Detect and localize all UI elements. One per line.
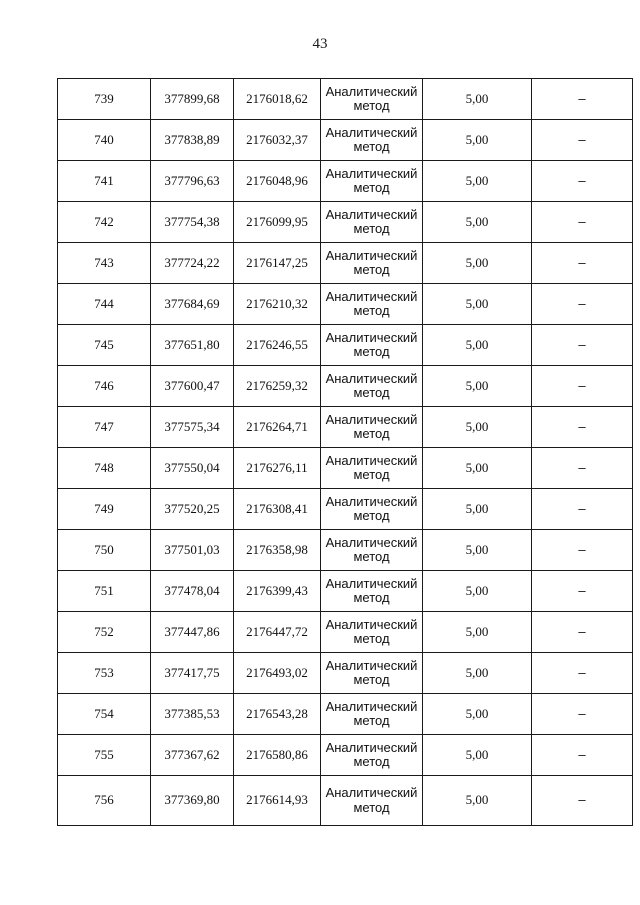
y-coordinate-cell: 2176210,32: [234, 284, 321, 325]
point-number-cell: 750: [58, 530, 151, 571]
empty-value-cell: –: [532, 612, 633, 653]
y-coordinate-cell: 2176614,93: [234, 776, 321, 826]
x-coordinate-cell: 377369,80: [151, 776, 234, 826]
empty-value-cell: –: [532, 448, 633, 489]
accuracy-cell: 5,00: [423, 243, 532, 284]
empty-value-cell: –: [532, 653, 633, 694]
method-text-line: метод: [353, 799, 390, 815]
table-row: [58, 776, 633, 826]
method-text-line: метод: [353, 139, 390, 154]
y-coordinate-cell: 2176018,62: [234, 79, 321, 120]
point-number-cell: 740: [58, 120, 151, 161]
y-coordinate-cell: 2176276,11: [234, 448, 321, 489]
method-text-line: Аналитический: [325, 452, 418, 468]
x-coordinate-cell: 377600,47: [151, 366, 234, 407]
method-cell: [321, 653, 423, 694]
method-text-line: метод: [353, 631, 390, 646]
method-text-line: Аналитический: [325, 411, 418, 427]
x-coordinate-cell: 377520,25: [151, 489, 234, 530]
x-coordinate-cell: 377796,63: [151, 161, 234, 202]
point-number-cell: 739: [58, 79, 151, 120]
method-text-line: метод: [353, 98, 390, 113]
table-row: [58, 366, 633, 407]
table-row: [58, 694, 633, 735]
method-text-line: метод: [353, 754, 390, 769]
accuracy-cell: 5,00: [423, 325, 532, 366]
method-text-line: Аналитический: [325, 575, 418, 591]
method-cell: [321, 612, 423, 653]
empty-value-cell: –: [532, 284, 633, 325]
point-number-cell: 746: [58, 366, 151, 407]
method-text-line: Аналитический: [325, 83, 418, 99]
y-coordinate-cell: 2176246,55: [234, 325, 321, 366]
y-coordinate-cell: 2176308,41: [234, 489, 321, 530]
accuracy-cell: 5,00: [423, 489, 532, 530]
y-coordinate-cell: 2176099,95: [234, 202, 321, 243]
accuracy-cell: 5,00: [423, 571, 532, 612]
accuracy-cell: 5,00: [423, 653, 532, 694]
empty-value-cell: –: [532, 735, 633, 776]
method-cell: [321, 120, 423, 161]
method-cell: [321, 79, 423, 120]
method-text-line: метод: [353, 672, 390, 687]
method-text-line: Аналитический: [325, 329, 418, 345]
method-text-line: метод: [353, 590, 390, 605]
y-coordinate-cell: 2176048,96: [234, 161, 321, 202]
method-cell: [321, 776, 423, 826]
page-number: 43: [312, 36, 328, 52]
method-text-line: Аналитический: [325, 698, 418, 714]
method-text-line: метод: [353, 344, 390, 359]
x-coordinate-cell: 377899,68: [151, 79, 234, 120]
point-number-cell: 751: [58, 571, 151, 612]
table-row: [58, 653, 633, 694]
x-coordinate-cell: 377838,89: [151, 120, 234, 161]
method-cell: [321, 366, 423, 407]
empty-value-cell: –: [532, 120, 633, 161]
method-cell: [321, 530, 423, 571]
accuracy-cell: 5,00: [423, 776, 532, 826]
table-row: [58, 325, 633, 366]
x-coordinate-cell: 377478,04: [151, 571, 234, 612]
method-text-line: метод: [353, 221, 390, 236]
x-coordinate-cell: 377550,04: [151, 448, 234, 489]
method-cell: [321, 694, 423, 735]
method-cell: [321, 202, 423, 243]
accuracy-cell: 5,00: [423, 284, 532, 325]
x-coordinate-cell: 377575,34: [151, 407, 234, 448]
accuracy-cell: 5,00: [423, 366, 532, 407]
method-text-line: метод: [353, 426, 390, 441]
y-coordinate-cell: 2176264,71: [234, 407, 321, 448]
accuracy-cell: 5,00: [423, 612, 532, 653]
accuracy-cell: 5,00: [423, 694, 532, 735]
empty-value-cell: –: [532, 571, 633, 612]
method-text-line: Аналитический: [325, 534, 418, 550]
x-coordinate-cell: 377724,22: [151, 243, 234, 284]
method-cell: [321, 407, 423, 448]
table-row: [58, 530, 633, 571]
accuracy-cell: 5,00: [423, 448, 532, 489]
method-text-line: Аналитический: [325, 739, 418, 755]
method-cell: [321, 161, 423, 202]
method-text-line: Аналитический: [325, 493, 418, 509]
empty-value-cell: –: [532, 161, 633, 202]
table-row: [58, 79, 633, 120]
empty-value-cell: –: [532, 79, 633, 120]
method-cell: [321, 571, 423, 612]
empty-value-cell: –: [532, 489, 633, 530]
accuracy-cell: 5,00: [423, 407, 532, 448]
method-cell: [321, 489, 423, 530]
table-row: [58, 161, 633, 202]
point-number-cell: 752: [58, 612, 151, 653]
coordinates-table: [57, 78, 633, 826]
y-coordinate-cell: 2176032,37: [234, 120, 321, 161]
point-number-cell: 744: [58, 284, 151, 325]
x-coordinate-cell: 377684,69: [151, 284, 234, 325]
method-text-line: Аналитический: [325, 288, 418, 304]
method-text-line: метод: [353, 262, 390, 277]
table-row: [58, 571, 633, 612]
method-text-line: метод: [353, 180, 390, 195]
y-coordinate-cell: 2176493,02: [234, 653, 321, 694]
method-cell: [321, 325, 423, 366]
accuracy-cell: 5,00: [423, 202, 532, 243]
point-number-cell: 742: [58, 202, 151, 243]
y-coordinate-cell: 2176447,72: [234, 612, 321, 653]
method-text-line: метод: [353, 549, 390, 564]
y-coordinate-cell: 2176580,86: [234, 735, 321, 776]
method-text-line: метод: [353, 303, 390, 318]
method-text-line: Аналитический: [325, 247, 418, 263]
method-text-line: метод: [353, 467, 390, 482]
point-number-cell: 747: [58, 407, 151, 448]
x-coordinate-cell: 377651,80: [151, 325, 234, 366]
point-number-cell: 753: [58, 653, 151, 694]
table-row: [58, 202, 633, 243]
accuracy-cell: 5,00: [423, 530, 532, 571]
x-coordinate-cell: 377501,03: [151, 530, 234, 571]
empty-value-cell: –: [532, 776, 633, 826]
table-row: [58, 284, 633, 325]
method-text-line: Аналитический: [325, 785, 418, 801]
method-text-line: Аналитический: [325, 206, 418, 222]
method-text-line: метод: [353, 385, 390, 400]
coordinates-table-body: [58, 79, 633, 826]
point-number-cell: 754: [58, 694, 151, 735]
point-number-cell: 755: [58, 735, 151, 776]
method-text-line: Аналитический: [325, 616, 418, 632]
accuracy-cell: 5,00: [423, 79, 532, 120]
accuracy-cell: 5,00: [423, 120, 532, 161]
table-row: [58, 407, 633, 448]
table-row: [58, 243, 633, 284]
x-coordinate-cell: 377447,86: [151, 612, 234, 653]
method-text-line: Аналитический: [325, 657, 418, 673]
method-text-line: метод: [353, 508, 390, 523]
x-coordinate-cell: 377754,38: [151, 202, 234, 243]
method-text-line: Аналитический: [325, 370, 418, 386]
method-cell: [321, 735, 423, 776]
empty-value-cell: –: [532, 694, 633, 735]
y-coordinate-cell: 2176259,32: [234, 366, 321, 407]
empty-value-cell: –: [532, 202, 633, 243]
table-row: [58, 612, 633, 653]
y-coordinate-cell: 2176543,28: [234, 694, 321, 735]
empty-value-cell: –: [532, 325, 633, 366]
table-row: [58, 120, 633, 161]
x-coordinate-cell: 377367,62: [151, 735, 234, 776]
empty-value-cell: –: [532, 530, 633, 571]
y-coordinate-cell: 2176399,43: [234, 571, 321, 612]
point-number-cell: 743: [58, 243, 151, 284]
table-row: [58, 735, 633, 776]
method-cell: [321, 448, 423, 489]
empty-value-cell: –: [532, 366, 633, 407]
method-text-line: Аналитический: [325, 165, 418, 181]
point-number-cell: 756: [58, 776, 151, 826]
accuracy-cell: 5,00: [423, 161, 532, 202]
empty-value-cell: –: [532, 407, 633, 448]
x-coordinate-cell: 377417,75: [151, 653, 234, 694]
method-text-line: Аналитический: [325, 124, 418, 140]
point-number-cell: 748: [58, 448, 151, 489]
table-row: [58, 489, 633, 530]
method-cell: [321, 243, 423, 284]
y-coordinate-cell: 2176358,98: [234, 530, 321, 571]
point-number-cell: 749: [58, 489, 151, 530]
x-coordinate-cell: 377385,53: [151, 694, 234, 735]
method-text-line: метод: [353, 713, 390, 728]
empty-value-cell: –: [532, 243, 633, 284]
method-cell: [321, 284, 423, 325]
point-number-cell: 741: [58, 161, 151, 202]
y-coordinate-cell: 2176147,25: [234, 243, 321, 284]
table-row: [58, 448, 633, 489]
accuracy-cell: 5,00: [423, 735, 532, 776]
point-number-cell: 745: [58, 325, 151, 366]
